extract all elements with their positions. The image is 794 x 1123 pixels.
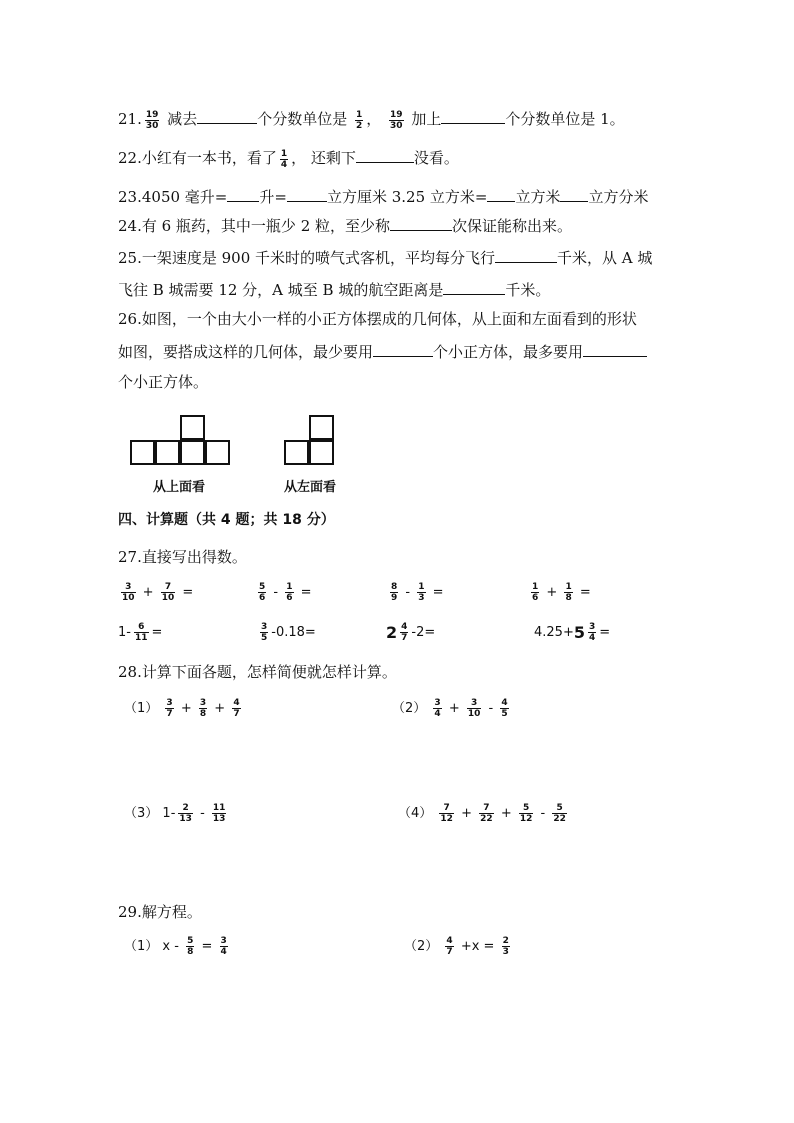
fraction: $\frac{1}{6}$: [286, 582, 293, 603]
square: [180, 415, 205, 440]
expr-text: =: [599, 625, 611, 640]
q27-item-4: [528, 582, 591, 603]
q21-number: 21.: [118, 110, 142, 128]
fraction: $\frac{1}{3}$: [418, 582, 425, 603]
q23-text: 立方米: [515, 188, 561, 206]
q27-item-3: [387, 582, 444, 603]
q22-text: 没看。: [413, 149, 459, 167]
expr-text: =: [151, 625, 163, 640]
q23-text: 23.4050 毫升=: [118, 188, 228, 206]
fraction: $\frac{1}{4}$: [280, 148, 288, 170]
fraction: $\frac{3}{4}$: [434, 698, 441, 719]
answer-blank[interactable]: [197, 107, 257, 124]
q21-text: 个分数单位是 1。: [505, 110, 625, 128]
fraction: $\frac{1}{8}$: [565, 582, 572, 603]
answer-blank[interactable]: [390, 214, 452, 231]
question-29-title: [118, 901, 202, 923]
fraction: $\frac{8}{9}$: [391, 582, 398, 603]
q23-text: 立方厘米 3.25 立方米=: [326, 188, 488, 206]
problem-label: （2）: [392, 701, 427, 716]
q27-item-7: [386, 622, 435, 643]
square: [155, 440, 180, 465]
square: [284, 440, 309, 465]
fraction: $\frac{3}{5}$: [261, 622, 268, 643]
q28-title: 28.计算下面各题，怎样简便就怎样计算。: [118, 663, 397, 681]
fraction: $\frac{4}{7}$: [446, 936, 453, 957]
fraction: $\frac{3}{4}$: [588, 622, 596, 643]
fraction: $\frac{3}{8}$: [199, 698, 207, 719]
q27-item-1: [118, 582, 193, 603]
operator: +: [180, 701, 192, 716]
operator: -: [200, 806, 205, 821]
answer-blank[interactable]: [495, 246, 557, 263]
fraction: $\frac{3}{10}$: [467, 698, 481, 719]
q26-text: 个小正方体。: [118, 373, 209, 391]
figure-top-label: 从上面看: [153, 480, 206, 495]
fraction: $\frac{1}{6}$: [532, 582, 539, 603]
q21-text: 减去: [167, 110, 198, 128]
operator: -: [273, 585, 279, 600]
section-heading: 四、计算题（共 4 题；共 18 分）: [118, 512, 335, 528]
problem-label: （4）: [398, 806, 433, 821]
operator: +: [546, 585, 558, 600]
question-26-line-3: [118, 371, 208, 393]
fraction: $\frac{3}{10}$: [122, 582, 135, 603]
question-27-title: [118, 546, 247, 568]
fraction: $\frac{6}{11}$: [134, 622, 148, 643]
q29-problem-1: [124, 935, 231, 957]
q28-problem-1: [124, 697, 244, 719]
q29-problem-2: [404, 935, 513, 957]
expr-text: -0.18=: [271, 625, 316, 640]
fraction: $\frac{19}{30}$: [390, 109, 403, 131]
operator: +: [461, 806, 472, 821]
fraction: $\frac{4}{7}$: [233, 698, 240, 719]
operator: +: [142, 585, 154, 600]
question-25-line-2: [118, 278, 550, 301]
question-25-line-1: [118, 246, 652, 269]
expr-text: x -: [162, 939, 179, 954]
answer-blank[interactable]: [560, 185, 588, 202]
fraction: $\frac{2}{3}$: [502, 936, 509, 957]
equals: =: [579, 585, 591, 600]
operator: -: [540, 806, 546, 821]
question-28-title: [118, 661, 397, 683]
q27-item-6: [257, 622, 316, 643]
expr-text: +x =: [460, 939, 495, 954]
fraction: $\frac{3}{7}$: [166, 698, 173, 719]
q27-item-2: [255, 582, 312, 603]
problem-label: （1）: [124, 701, 159, 716]
equals: =: [201, 939, 213, 954]
q22-text: 22.小红有一本书，看了: [118, 149, 277, 167]
q22-text: ， 还剩下: [291, 149, 356, 167]
fraction: $\frac{4}{5}$: [501, 698, 508, 719]
q25-text: 25.一架速度是 900 千米时的喷气式客机，平均每分飞行: [118, 249, 496, 267]
fraction: $\frac{5}{6}$: [259, 582, 266, 603]
q28-problem-4: [398, 802, 570, 824]
operator: -: [488, 701, 494, 716]
fraction: $\frac{1}{2}$: [355, 109, 363, 131]
expr-text: 1-: [118, 625, 131, 640]
q25-text: 千米，从 A 城: [557, 249, 653, 267]
mixed-integer: 2: [386, 623, 398, 642]
question-22: [118, 146, 459, 170]
square: [180, 440, 205, 465]
q26-text: 个小正方体，最多要用: [433, 343, 584, 361]
operator: -: [405, 585, 411, 600]
q25-text: 飞往 B 城需要 12 分，A 城至 B 城的航空距离是: [118, 281, 444, 299]
fraction: $\frac{3}{4}$: [220, 936, 227, 957]
fraction: $\frac{7}{10}$: [161, 582, 175, 603]
square: [309, 415, 334, 440]
expr-text: 4.25+: [534, 625, 574, 640]
problem-label: （1）: [124, 939, 159, 954]
q28-problem-2: [392, 697, 512, 719]
fraction: $\frac{7}{12}$: [440, 803, 453, 824]
q24-text: 24.有 6 瓶药，其中一瓶少 2 粒，至少称: [118, 217, 391, 235]
q27-item-8: [534, 622, 610, 643]
answer-blank[interactable]: [583, 340, 647, 357]
answer-blank[interactable]: [356, 146, 414, 163]
fraction: $\frac{5}{22}$: [553, 803, 566, 824]
problem-label: （2）: [404, 939, 439, 954]
fraction: $\frac{4}{7}$: [401, 622, 408, 643]
square: [205, 440, 230, 465]
expr-text: 1-: [162, 806, 176, 821]
mixed-integer: 5: [573, 623, 585, 642]
q27-item-5: [118, 622, 162, 643]
fraction: $\frac{7}{22}$: [480, 803, 493, 824]
square: [130, 440, 155, 465]
q21-text: 个分数单位是: [257, 110, 348, 128]
q21-text: 加上: [411, 110, 442, 128]
operator: +: [448, 701, 460, 716]
q28-problem-3: [124, 802, 229, 824]
answer-blank[interactable]: [487, 185, 515, 202]
answer-blank[interactable]: [441, 107, 505, 124]
equals: =: [300, 585, 312, 600]
operator: +: [214, 701, 226, 716]
question-23: [118, 185, 649, 208]
equals: =: [182, 585, 194, 600]
equals: =: [432, 585, 444, 600]
question-21: [118, 107, 625, 131]
q23-text: 升=: [259, 188, 287, 206]
expr-text: -2=: [411, 625, 436, 640]
answer-blank[interactable]: [443, 278, 505, 295]
q24-text: 次保证能称出来。: [452, 217, 573, 235]
q23-text: 立方分米: [588, 188, 649, 206]
fraction: $\frac{11}{13}$: [212, 803, 226, 824]
q29-title: 29.解方程。: [118, 903, 202, 921]
q25-text: 千米。: [505, 281, 551, 299]
q26-text: 26.如图，一个由大小一样的小正方体摆成的几何体，从上面和左面看到的形状: [118, 310, 637, 328]
operator: +: [500, 806, 512, 821]
fraction: $\frac{5}{12}$: [519, 803, 533, 824]
problem-label: （3）: [124, 806, 159, 821]
fraction: $\frac{2}{13}$: [179, 803, 192, 824]
fraction: $\frac{19}{30}$: [145, 109, 159, 131]
fraction: $\frac{5}{8}$: [187, 936, 194, 957]
answer-blank[interactable]: [373, 340, 433, 357]
question-26-line-2: [118, 340, 647, 363]
square: [309, 440, 334, 465]
question-26-line-1: [118, 308, 637, 330]
answer-blank[interactable]: [227, 185, 259, 202]
q27-title: 27.直接写出得数。: [118, 548, 247, 566]
q21-sep: ，: [366, 110, 382, 128]
q26-text: 如图，要搭成这样的几何体，最少要用: [118, 343, 374, 361]
answer-blank[interactable]: [287, 185, 327, 202]
figure-left-label: 从左面看: [284, 480, 337, 495]
question-24: [118, 214, 572, 237]
